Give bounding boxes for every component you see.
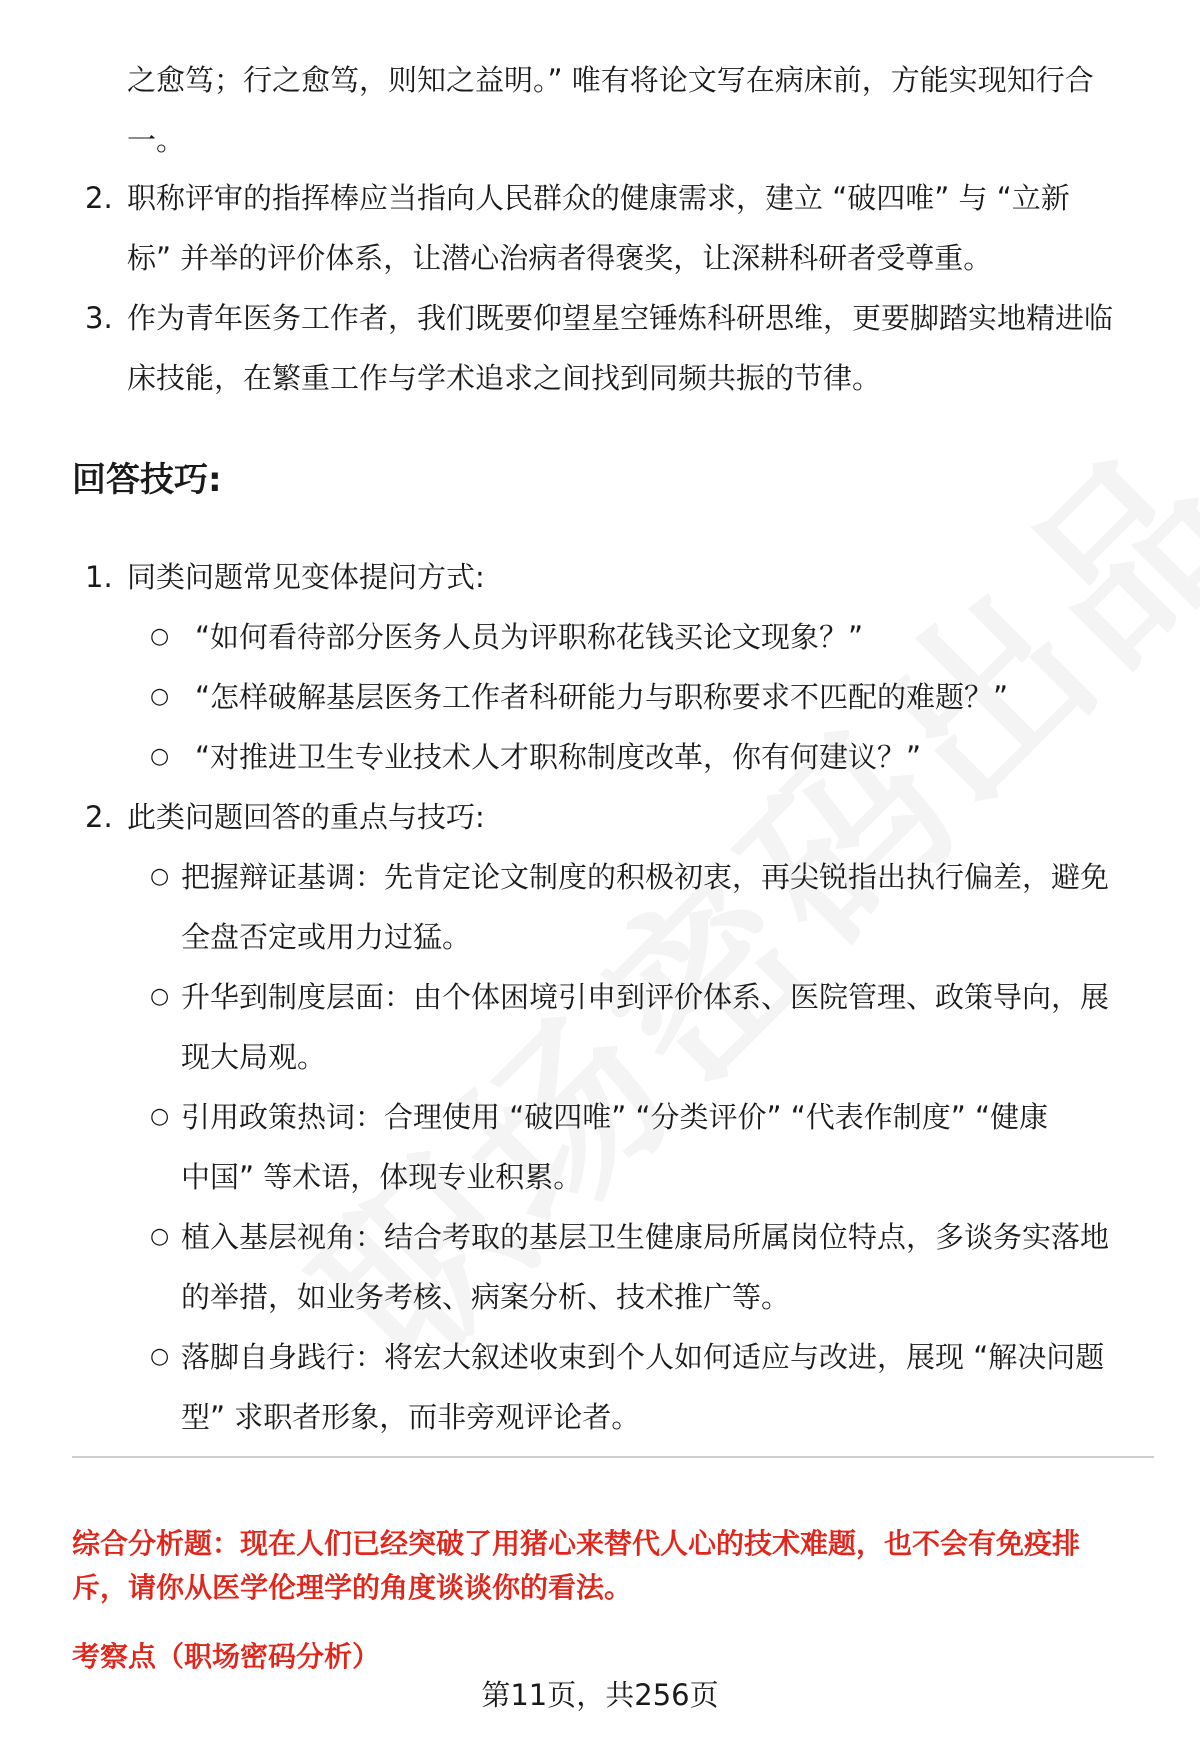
bullet-icon: ○ <box>150 624 170 649</box>
list-item-line: 床技能，在繁重工作与学术追求之间找到同频共振的节律。 <box>127 361 882 395</box>
tips-item-number: 2. <box>85 800 113 834</box>
tip-line: 型” 求职者形象，而非旁观评论者。 <box>181 1400 641 1434</box>
section-heading: 回答技巧: <box>72 460 222 500</box>
tip-line: 中国” 等术语，体现专业积累。 <box>181 1160 583 1194</box>
list-item-line: 职称评审的指挥棒应当指向人民群众的健康需求，建立 “破四唯” 与 “立新 <box>127 181 1070 215</box>
tip-line: 引用政策热词：合理使用 “破四唯” “分类评价” “代表作制度” “健康 <box>181 1100 1049 1134</box>
bullet-icon: ○ <box>150 1344 170 1369</box>
bullet-icon: ○ <box>150 864 170 889</box>
section-label: 考察点（职场密码分析） <box>72 1640 381 1673</box>
list-item-line: 标” 并举的评价体系，让潜心治病者得褒奖，让深耕科研者受尊重。 <box>127 241 993 275</box>
question-title-line-1: 综合分析题：现在人们已经突破了用猪心来替代人心的技术难题，也不会有免疫排 <box>72 1527 1081 1560</box>
tips-item-number: 1. <box>85 560 113 594</box>
variant-question: “对推进卫生专业技术人才职称制度改革，你有何建议？” <box>195 740 922 774</box>
bullet-icon: ○ <box>150 1224 170 1249</box>
tip-line: 落脚自身践行：将宏大叙述收束到个人如何适应与改进，展现 “解决问题 <box>181 1340 1105 1374</box>
variant-question: “怎样破解基层医务工作者科研能力与职称要求不匹配的难题？” <box>195 680 1009 714</box>
question-title-line-2: 斥，请你从医学伦理学的角度谈谈你的看法。 <box>72 1571 633 1604</box>
bullet-icon: ○ <box>150 1104 170 1129</box>
tip-line: 植入基层视角：结合考取的基层卫生健康局所属岗位特点，多谈务实落地 <box>181 1220 1110 1254</box>
tip-line: 升华到制度层面：由个体困境引申到评价体系、医院管理、政策导向，展 <box>181 980 1110 1014</box>
section-divider <box>72 1456 1154 1458</box>
list-item-number: 2. <box>85 181 113 215</box>
list-item-line: 作为青年医务工作者，我们既要仰望星空锤炼科研思维，更要脚踏实地精进临 <box>127 301 1114 335</box>
continuation-line-2: 一。 <box>127 123 186 157</box>
tips-item-label: 同类问题常见变体提问方式: <box>127 560 485 594</box>
continuation-line-1: 之愈笃；行之愈笃，则知之益明。” 唯有将论文写在病床前，方能实现知行合 <box>127 63 1094 97</box>
bullet-icon: ○ <box>150 744 170 769</box>
bullet-icon: ○ <box>150 984 170 1009</box>
tip-line: 把握辩证基调：先肯定论文制度的积极初衷，再尖锐指出执行偏差，避免 <box>181 860 1110 894</box>
page-number: 第11页，共256页 <box>481 1678 719 1712</box>
tip-line: 全盘否定或用力过猛。 <box>181 920 472 954</box>
tips-item-label: 此类问题回答的重点与技巧: <box>127 800 485 834</box>
list-item-number: 3. <box>85 301 113 335</box>
bullet-icon: ○ <box>150 684 170 709</box>
tip-line: 现大局观。 <box>181 1040 327 1074</box>
tip-line: 的举措，如业务考核、病案分析、技术推广等。 <box>181 1280 791 1314</box>
variant-question: “如何看待部分医务人员为评职称花钱买论文现象？” <box>195 620 864 654</box>
